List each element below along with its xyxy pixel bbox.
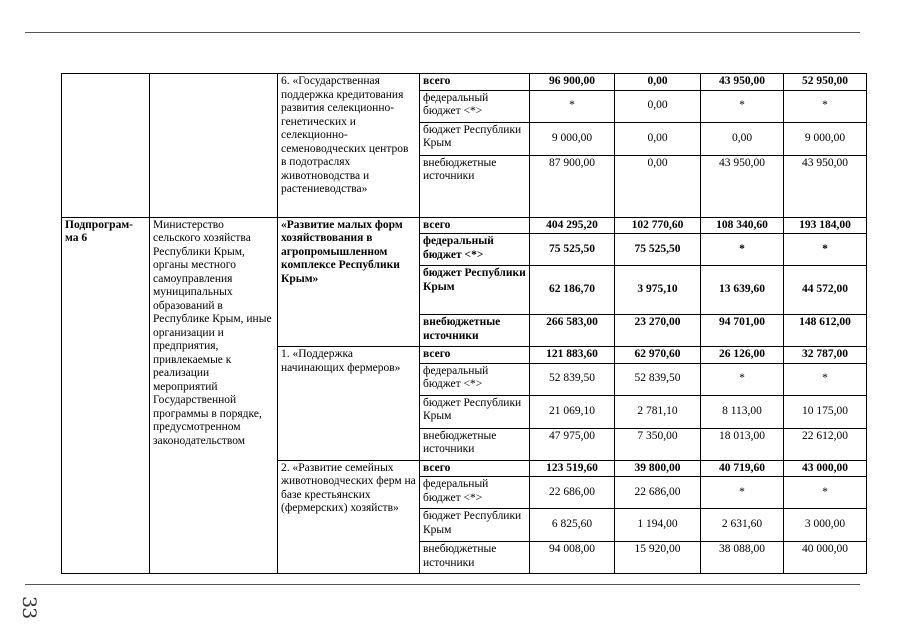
amount-year3: * <box>784 90 867 122</box>
amount-year1: 0,00 <box>615 74 701 91</box>
amount-total: 21 069,10 <box>530 395 615 428</box>
funding-source: федеральный бюджет <*> <box>420 363 530 395</box>
amount-total: 96 900,00 <box>530 74 615 91</box>
amount-year3: * <box>784 363 867 395</box>
amount-year1: 15 920,00 <box>615 542 701 574</box>
amount-year1: 102 770,60 <box>615 217 701 234</box>
funding-source: федеральный бюджет <*> <box>420 90 530 122</box>
amount-total: 47 975,00 <box>530 428 615 460</box>
amount-total: 94 008,00 <box>530 542 615 574</box>
amount-year2: 43 950,00 <box>701 74 784 91</box>
page-number: 33 <box>18 596 40 619</box>
executor-cell <box>150 74 278 218</box>
funding-source: бюджет Республики Крым <box>420 509 530 542</box>
funding-source: федеральный бюджет <*> <box>420 234 530 266</box>
amount-year1: 0,00 <box>615 155 701 217</box>
amount-year2: 108 340,60 <box>701 217 784 234</box>
measure-title: 1. «Поддержка начинающих фермеров» <box>278 347 420 461</box>
amount-year1: 0,00 <box>615 122 701 155</box>
funding-source: внебюджетные источники <box>420 155 530 217</box>
amount-year1: 22 686,00 <box>615 477 701 509</box>
amount-total: 404 295,20 <box>530 217 615 234</box>
amount-year3: 148 612,00 <box>784 315 867 347</box>
program-cell <box>62 74 150 218</box>
amount-year2: 94 701,00 <box>701 315 784 347</box>
measure-title: 2. «Развитие семейных животноводческих ферм на базе крестьянских (фермерских) хозяйств» <box>278 460 420 574</box>
amount-year2: 40 719,60 <box>701 460 784 477</box>
amount-year1: 75 525,50 <box>615 234 701 266</box>
amount-total: 9 000,00 <box>530 122 615 155</box>
amount-total: 266 583,00 <box>530 315 615 347</box>
measure-title: 6. «Государственная поддержка кредитования развития селекционно-генетических и селекционно-семеноводческих центров в подотраслях животноводства и растениеводства» <box>278 74 420 218</box>
funding-source: всего <box>420 74 530 91</box>
bottom-rule <box>25 584 860 585</box>
funding-source: внебюджетные источники <box>420 315 530 347</box>
amount-total: 121 883,60 <box>530 347 615 364</box>
amount-year3: 22 612,00 <box>784 428 867 460</box>
amount-year2: 26 126,00 <box>701 347 784 364</box>
amount-year1: 0,00 <box>615 90 701 122</box>
amount-year2: * <box>701 363 784 395</box>
table-row <box>62 217 867 234</box>
amount-year3: 9 000,00 <box>784 122 867 155</box>
amount-year1: 52 839,50 <box>615 363 701 395</box>
subprogram-label: Подпрограм-ма 6 <box>62 217 150 574</box>
amount-year3: * <box>784 477 867 509</box>
amount-year3: 3 000,00 <box>784 509 867 542</box>
amount-year3: 44 572,00 <box>784 266 867 315</box>
amount-year2: * <box>701 477 784 509</box>
amount-year1: 1 194,00 <box>615 509 701 542</box>
amount-total: 62 186,70 <box>530 266 615 315</box>
amount-year1: 62 970,60 <box>615 347 701 364</box>
amount-year3: 193 184,00 <box>784 217 867 234</box>
amount-year2: 38 088,00 <box>701 542 784 574</box>
amount-year2: 43 950,00 <box>701 155 784 217</box>
amount-year2: * <box>701 234 784 266</box>
amount-total: 22 686,00 <box>530 477 615 509</box>
amount-total: * <box>530 90 615 122</box>
amount-total: 52 839,50 <box>530 363 615 395</box>
amount-total: 6 825,60 <box>530 509 615 542</box>
amount-year2: 13 639,60 <box>701 266 784 315</box>
amount-total: 123 519,60 <box>530 460 615 477</box>
funding-source: федеральный бюджет <*> <box>420 477 530 509</box>
funding-source: бюджет Республики Крым <box>420 122 530 155</box>
subprogram-title: «Развитие малых форм хозяйствования в агропромышленном комплексе Республики Крым» <box>278 217 420 347</box>
funding-source: всего <box>420 460 530 477</box>
funding-source: внебюджетные источники <box>420 542 530 574</box>
amount-total: 75 525,50 <box>530 234 615 266</box>
amount-year3: * <box>784 234 867 266</box>
budget-table <box>61 73 867 574</box>
amount-year1: 23 270,00 <box>615 315 701 347</box>
amount-total: 87 900,00 <box>530 155 615 217</box>
funding-source: всего <box>420 217 530 234</box>
top-rule <box>25 32 860 33</box>
funding-source: всего <box>420 347 530 364</box>
amount-year3: 43 000,00 <box>784 460 867 477</box>
amount-year2: 8 113,00 <box>701 395 784 428</box>
amount-year3: 43 950,00 <box>784 155 867 217</box>
amount-year1: 2 781,10 <box>615 395 701 428</box>
amount-year1: 3 975,10 <box>615 266 701 315</box>
funding-source: внебюджетные источники <box>420 428 530 460</box>
amount-year1: 7 350,00 <box>615 428 701 460</box>
subprogram-executor: Министерство сельского хозяйства Республики Крым, органы местного самоуправления муниципальных образований в Республике Крым, иные организации и предприятия, привлекаемые к реализации мероприятий Государственной программы в порядке, предусмотренном законодательством <box>150 217 278 574</box>
table-row <box>62 74 867 91</box>
funding-source: бюджет Республики Крым <box>420 266 530 315</box>
amount-year1: 39 800,00 <box>615 460 701 477</box>
funding-source: бюджет Республики Крым <box>420 395 530 428</box>
amount-year3: 40 000,00 <box>784 542 867 574</box>
amount-year2: * <box>701 90 784 122</box>
amount-year2: 0,00 <box>701 122 784 155</box>
amount-year3: 52 950,00 <box>784 74 867 91</box>
amount-year2: 2 631,60 <box>701 509 784 542</box>
amount-year3: 10 175,00 <box>784 395 867 428</box>
amount-year2: 18 013,00 <box>701 428 784 460</box>
amount-year3: 32 787,00 <box>784 347 867 364</box>
